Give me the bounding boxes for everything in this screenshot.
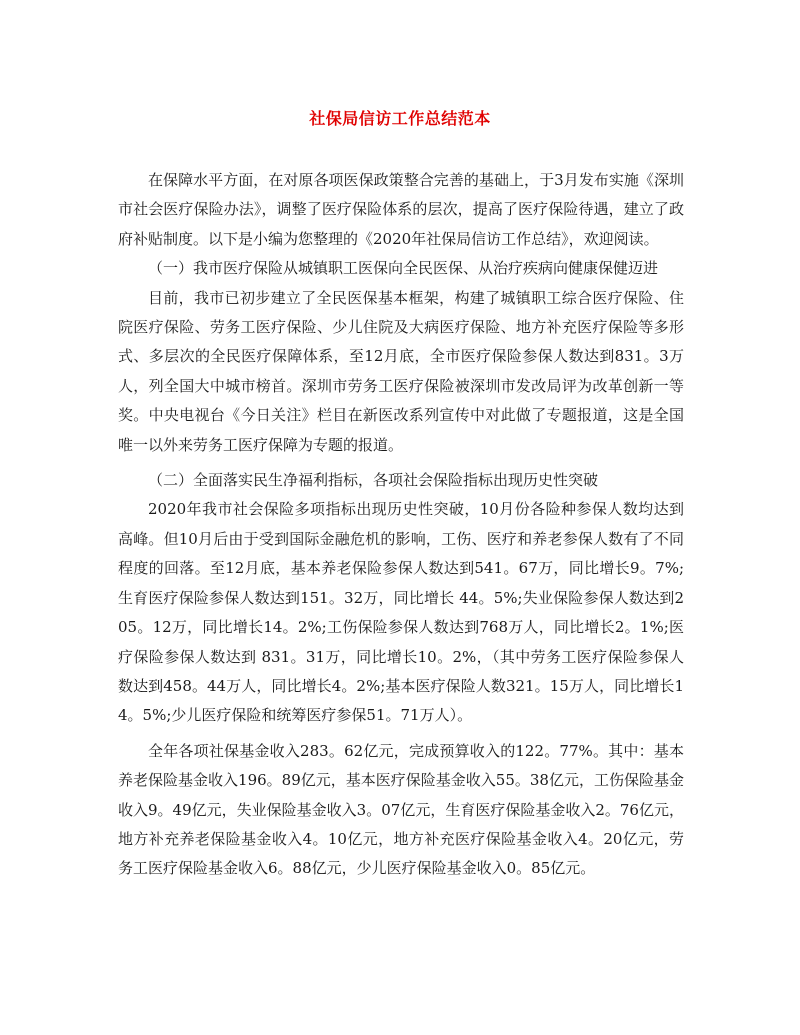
section-2-paragraph: 2020年我市社会保险多项指标出现历史性突破，10月份各险种参保人数均达到高峰。但10月后由于受到国际金融危机的影响，工伤、医疗和养老参保人数有了不同程度的回落。至12月底，基本养老保险参保人数达到541。67万，同比增长9。7%;生育医疗保险参保人数达到151。32万，同比增长 44。5%;失业保险参保人数达到205。12万，同比增长14。2%;工伤保险参保人数达到768万人，同比增长2。1%;医疗保险参保人数达到 831。31万，同比增长10。2%，（其中劳务工医疗保险参保人数达到458。44万人，同比增长4。2%;基本医疗保险人数321。15万人，同比增长14。5%;少儿医疗保险和统筹医疗参保51。71万人）。 — [118, 500, 684, 725]
section-heading-1: （一）我市医疗保险从城镇职工医保向全民医保、从治疗疾病向健康保健迈进 — [148, 259, 659, 278]
intro-paragraph: 在保障水平方面，在对原各项医保政策整合完善的基础上，于3月发布实施《深圳市社会医疗保险办法》，调整了医疗保险体系的层次，提高了医疗保险待遇，建立了政府补贴制度。以下是小编为您整理的《2020年社保局信访工作总结》，欢迎阅读。 — [118, 171, 684, 248]
section-heading-2: （二）全面落实民生净福利指标，各项社会保险指标出现历史性突破 — [148, 471, 599, 490]
document-title: 社保局信访工作总结范本 — [309, 109, 491, 128]
section-1-paragraph: 目前，我市已初步建立了全民医保基本框架，构建了城镇职工综合医疗保险、住院医疗保险、劳务工医疗保险、少儿住院及大病医疗保险、地方补充医疗保险等多形式、多层次的全民医疗保障体系，至12月底，全市医疗保险参保人数达到831。3万人，列全国大中城市榜首。深圳市劳务工医疗保险被深圳市发改局评为改革创新一等奖。中央电视台《今日关注》栏目在新医改系列宣传中对此做了专题报道，这是全国唯一以外来劳务工医疗保障为专题的报道。 — [118, 288, 684, 454]
document-body — [118, 166, 684, 890]
fund-income-paragraph: 全年各项社保基金收入283。62亿元，完成预算收入的122。77%。其中：基本养老保险基金收入196。89亿元，基本医疗保险基金收入55。38亿元，工伤保险基金收入9。49亿元，失业保险基金收入3。07亿元，生育医疗保险基金收入2。76亿元，地方补充养老保险基金收入4。10亿元，地方补充医疗保险基金收入4。20亿元，劳务工医疗保险基金收入6。88亿元，少儿医疗保险基金收入0。85亿元。 — [118, 741, 684, 878]
